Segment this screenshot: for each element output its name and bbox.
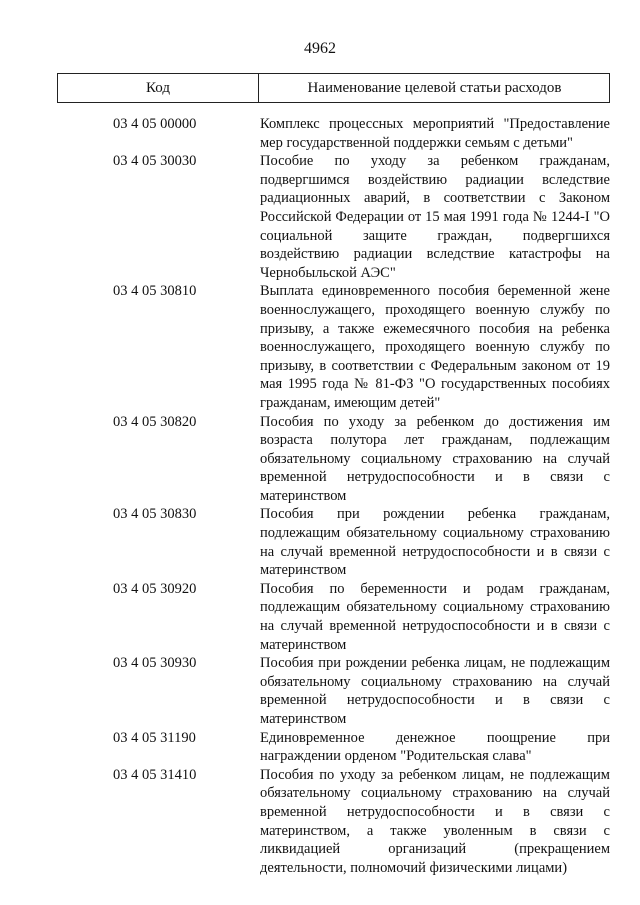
table-row [0, 282, 640, 412]
table-row [0, 654, 640, 728]
row-code: 03 4 05 30820 [113, 413, 197, 430]
table-body [0, 115, 640, 877]
row-code: 03 4 05 31190 [113, 729, 196, 746]
row-code: 03 4 05 30830 [113, 506, 197, 523]
row-name: Пособия при рождении ребенка гражданам, подлежащим обязательному социальному страхованию на случай временной нетрудоспособности и в связи с материнством [260, 506, 610, 579]
row-code: 03 4 05 30810 [113, 283, 197, 300]
row-name: Единовременное денежное поощрение при награждении орденом "Родительская слава" [260, 729, 610, 765]
header-code-label: Код [146, 80, 170, 96]
row-name: Комплекс процессных мероприятий "Предоставление мер государственной поддержки семьям с детьми" [260, 116, 610, 151]
table-row [0, 115, 640, 152]
row-code: 03 4 05 31410 [113, 766, 197, 783]
table-row [0, 152, 640, 282]
row-name: Пособия при рождении ребенка лицам, не подлежащим обязательному социальному страхованию на случай временной нетрудоспособности и в связи с материнством [260, 655, 610, 727]
row-name: Выплата единовременного пособия беременной жене военнослужащего, проходящего военную службу по призыву, а также ежемесячного пособия на ребенка военнослужащего, проходящего военную службу по призыву, в соответствии с Федеральным законом от 19 мая 1995 года № 81-ФЗ "О государственных пособиях гражданам, имеющим детей" [260, 283, 610, 411]
row-code: 03 4 05 30930 [113, 655, 197, 672]
header-name-label: Наименование целевой статьи расходов [307, 80, 562, 96]
row-name: Пособие по уходу за ребенком гражданам, подвергшимся воздействию радиации вследствие радиационных аварий, в соответствии с Законом Российской Федерации от 15 мая 1991 года № 1244-I "О социальной защите граждан, подвергшихся воздействию радиации вследствие катастрофы на Чернобыльской АЭС" [260, 153, 610, 281]
row-code: 03 4 05 00000 [113, 116, 197, 132]
table-row [0, 505, 640, 579]
table-header [57, 73, 610, 103]
table-row [0, 766, 640, 878]
row-name: Пособия по беременности и родам гражданам, подлежащим обязательному социальному страхованию на случай временной нетрудоспособности и в связи с материнством [260, 580, 610, 653]
table-row [0, 413, 640, 506]
row-name: Пособия по уходу за ребенком лицам, не подлежащим обязательному социальному страхованию на случай временной нетрудоспособности и в связи с материнством, а также уволенным в связи с ликвидацией организаций (прекращением деятельности, полномочий физическими лицами) [260, 766, 610, 876]
row-code: 03 4 05 30920 [113, 580, 197, 597]
table-row [0, 580, 640, 654]
page-number: 4962 [304, 40, 336, 57]
table-row [0, 729, 640, 766]
row-name: Пособия по уходу за ребенком до достижения им возраста полутора лет гражданам, подлежащим обязательному социальному страхованию на случай временной нетрудоспособности и в связи с материнством [260, 413, 610, 504]
row-code: 03 4 05 30030 [113, 153, 197, 170]
